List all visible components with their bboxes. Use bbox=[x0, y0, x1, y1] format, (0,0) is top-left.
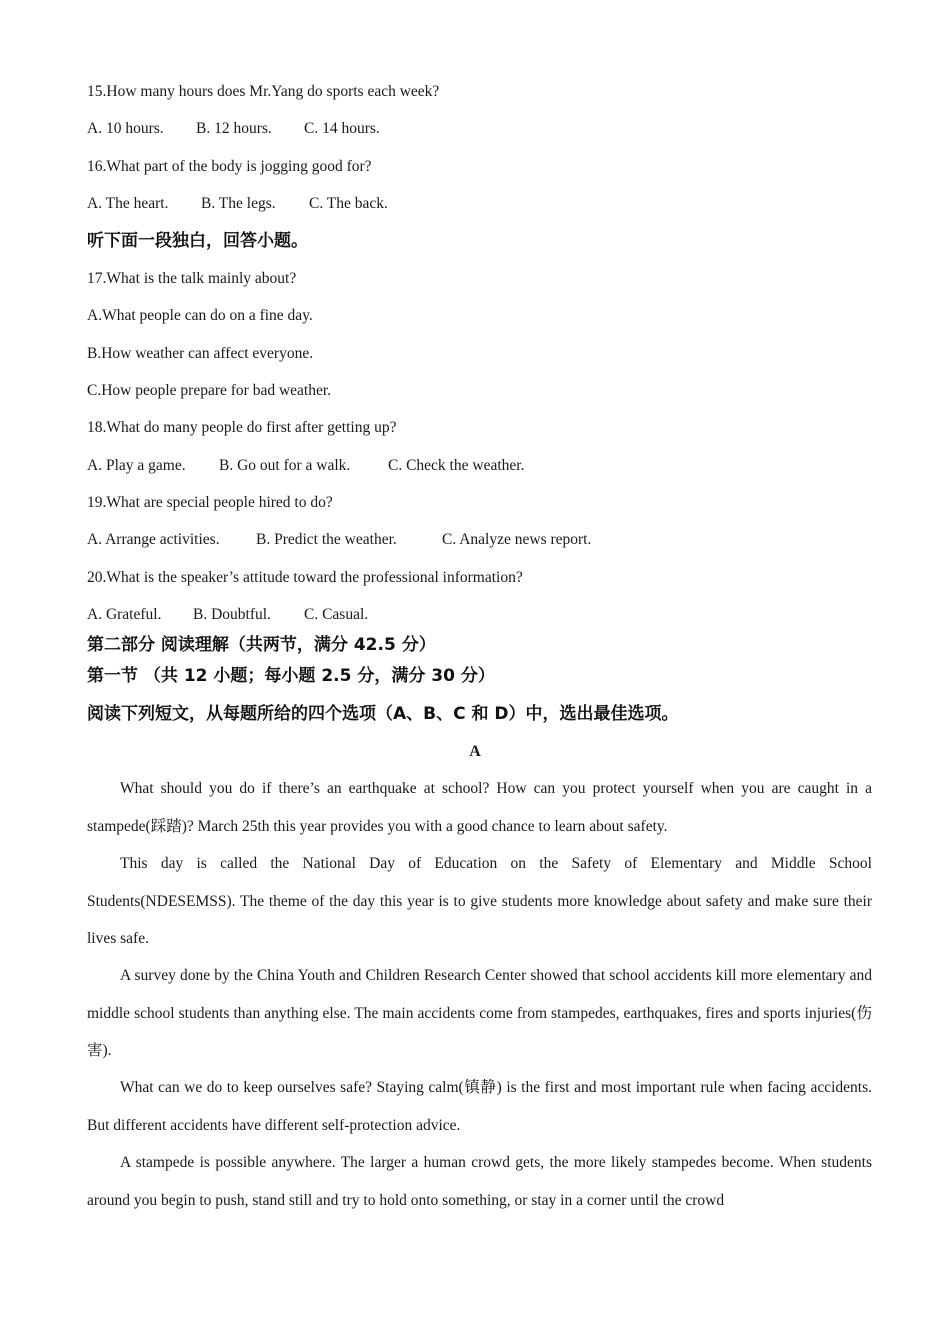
option-b: B. Doubtful. bbox=[193, 606, 271, 623]
option-c: C. Analyze news report. bbox=[442, 531, 592, 548]
passage-label: A bbox=[469, 743, 481, 760]
part-title: 第二部分 阅读理解（共两节，满分 42.5 分） bbox=[87, 635, 436, 655]
question-17: 17.What is the talk mainly about? bbox=[87, 270, 297, 287]
option-a: A. The heart. bbox=[87, 195, 169, 212]
option-a: A. Play a game. bbox=[87, 457, 186, 474]
option-c: C. Casual. bbox=[304, 606, 369, 623]
passage-paragraph: This day is called the National Day of Education on the Safety of Elementary and Middle School Students(NDESEMSS). The theme of the day this year is to give students more knowledge about safety and make sure their lives safe. bbox=[87, 855, 872, 947]
question-17-option-a: A.What people can do on a fine day. bbox=[87, 307, 313, 324]
question-18-options bbox=[87, 456, 524, 476]
question-19: 19.What are special people hired to do? bbox=[87, 494, 333, 511]
question-17-option-c: C.How people prepare for bad weather. bbox=[87, 382, 332, 399]
question-19-options bbox=[87, 530, 591, 550]
option-c: C. 14 hours. bbox=[304, 120, 380, 137]
question-20: 20.What is the speaker’s attitude toward the professional information? bbox=[87, 569, 523, 586]
question-16-options bbox=[87, 194, 388, 214]
option-a: A. Arrange activities. bbox=[87, 531, 220, 548]
option-a: A. Grateful. bbox=[87, 606, 162, 623]
passage-paragraph: What can we do to keep ourselves safe? Staying calm(镇静) is the first and most important rule when facing accidents. But different accidents have different self-protection advice. bbox=[87, 1079, 872, 1134]
question-15: 15.How many hours does Mr.Yang do sports each week? bbox=[87, 83, 440, 100]
question-20-options bbox=[87, 605, 368, 625]
option-b: B. Predict the weather. bbox=[256, 531, 397, 548]
passage-paragraph: What should you do if there’s an earthquake at school? How can you protect yourself when you are caught in a stampede(踩踏)? March 25th this year provides you with a good chance to learn about safety. bbox=[87, 780, 872, 835]
passage-paragraph: A survey done by the China Youth and Children Research Center showed that school accidents kill more elementary and middle school students than anything else. The main accidents come from stampedes, earthquakes, fires and sports injuries(伤害). bbox=[87, 967, 872, 1059]
question-16: 16.What part of the body is jogging good for? bbox=[87, 158, 372, 175]
question-18: 18.What do many people do first after getting up? bbox=[87, 419, 397, 436]
monologue-instruction: 听下面一段独白，回答小题。 bbox=[87, 231, 308, 251]
reading-instruction: 阅读下列短文，从每题所给的四个选项（A、B、C 和 D）中，选出最佳选项。 bbox=[87, 704, 679, 724]
question-15-options bbox=[87, 119, 380, 139]
option-b: B. The legs. bbox=[201, 195, 276, 212]
option-b: B. 12 hours. bbox=[196, 120, 272, 137]
option-c: C. The back. bbox=[309, 195, 388, 212]
question-17-option-b: B.How weather can affect everyone. bbox=[87, 345, 314, 362]
option-b: B. Go out for a walk. bbox=[219, 457, 351, 474]
passage-paragraph: A stampede is possible anywhere. The larger a human crowd gets, the more likely stampedes become. When students around you begin to push, stand still and try to hold onto something, or stay in a corner until the crowd bbox=[87, 1154, 872, 1209]
option-a: A. 10 hours. bbox=[87, 120, 164, 137]
section-title: 第一节 （共 12 小题；每小题 2.5 分，满分 30 分） bbox=[87, 666, 495, 686]
option-c: C. Check the weather. bbox=[388, 457, 525, 474]
